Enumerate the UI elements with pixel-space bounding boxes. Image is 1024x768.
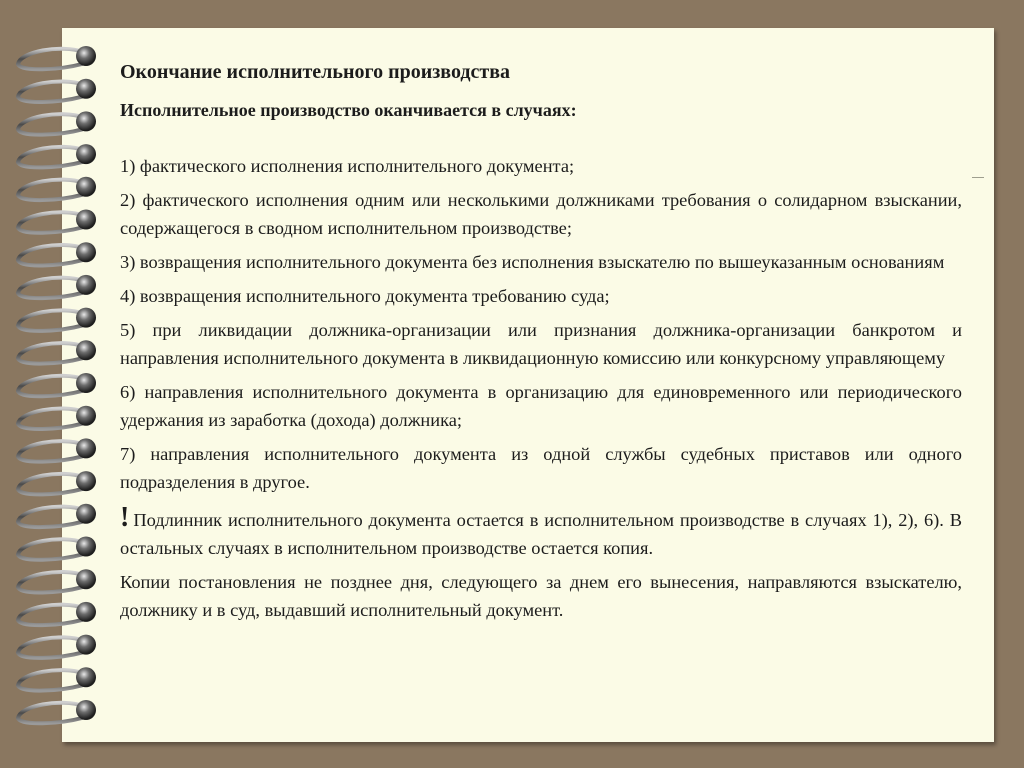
binding-ring (18, 438, 96, 461)
binding-ring (18, 406, 96, 429)
binding-ring (18, 242, 96, 265)
spiral-binding (0, 40, 110, 740)
footer-paragraph: Копии постановления не позднее дня, следующего за днем его вынесения, направляются взыскателю, должнику и в суд, выдавший исполнительный документ. (120, 571, 962, 620)
binding-ring (18, 635, 96, 658)
note-text: Подлинник исполнительного документа остается в исполнительном производстве в случаях 1), 2), 6). В остальных случаях в исполнительном производстве остается копия. (120, 509, 962, 558)
binding-ring (18, 111, 96, 134)
list-item-6: 6) направления исполнительного документа в организацию для единовременного или периодического удержания из заработка (дохода) должника; (120, 381, 962, 430)
binding-ring (18, 210, 96, 233)
list-item-4: 4) возвращения исполнительного документа требованию суда; (120, 285, 610, 306)
exclamation-mark: ! (120, 501, 130, 533)
binding-ring (18, 275, 96, 298)
section-subtitle: Исполнительное производство оканчивается в случаях: (120, 100, 577, 120)
list-item-2: 2) фактического исполнения одним или несколькими должниками требования о солидарном взыскании, содержащегося в сводном исполнительном производстве; (120, 189, 962, 238)
binding-ring (18, 46, 96, 69)
list-item-1: 1) фактического исполнения исполнительного документа; (120, 155, 575, 176)
binding-ring (18, 537, 96, 560)
binding-ring (18, 569, 96, 592)
note-paragraph (120, 501, 962, 562)
page-title: Окончание исполнительного производства (120, 61, 510, 83)
list-item-5: 5) при ликвидации должника-организации или признания должника-организации банкротом и направления исполнительного документа в ликвидационную комиссию или конкурсному управляющему (120, 319, 962, 368)
binding-ring (18, 602, 96, 625)
binding-ring (18, 177, 96, 200)
list-item-3: 3) возвращения исполнительного документа без исполнения взыскателю по вышеуказанным основаниям (120, 251, 945, 272)
binding-ring (18, 144, 96, 167)
binding-ring (18, 504, 96, 527)
binding-ring (18, 700, 96, 723)
binding-ring (18, 471, 96, 494)
binding-ring (18, 340, 96, 363)
binding-ring (18, 373, 96, 396)
binding-ring (18, 79, 96, 102)
page-mark (972, 177, 984, 178)
slide-content (120, 60, 962, 630)
binding-ring (18, 308, 96, 331)
list-item-7: 7) направления исполнительного документа из одной службы судебных приставов или одного подразделения в другое. (120, 443, 962, 492)
binding-ring (18, 667, 96, 690)
